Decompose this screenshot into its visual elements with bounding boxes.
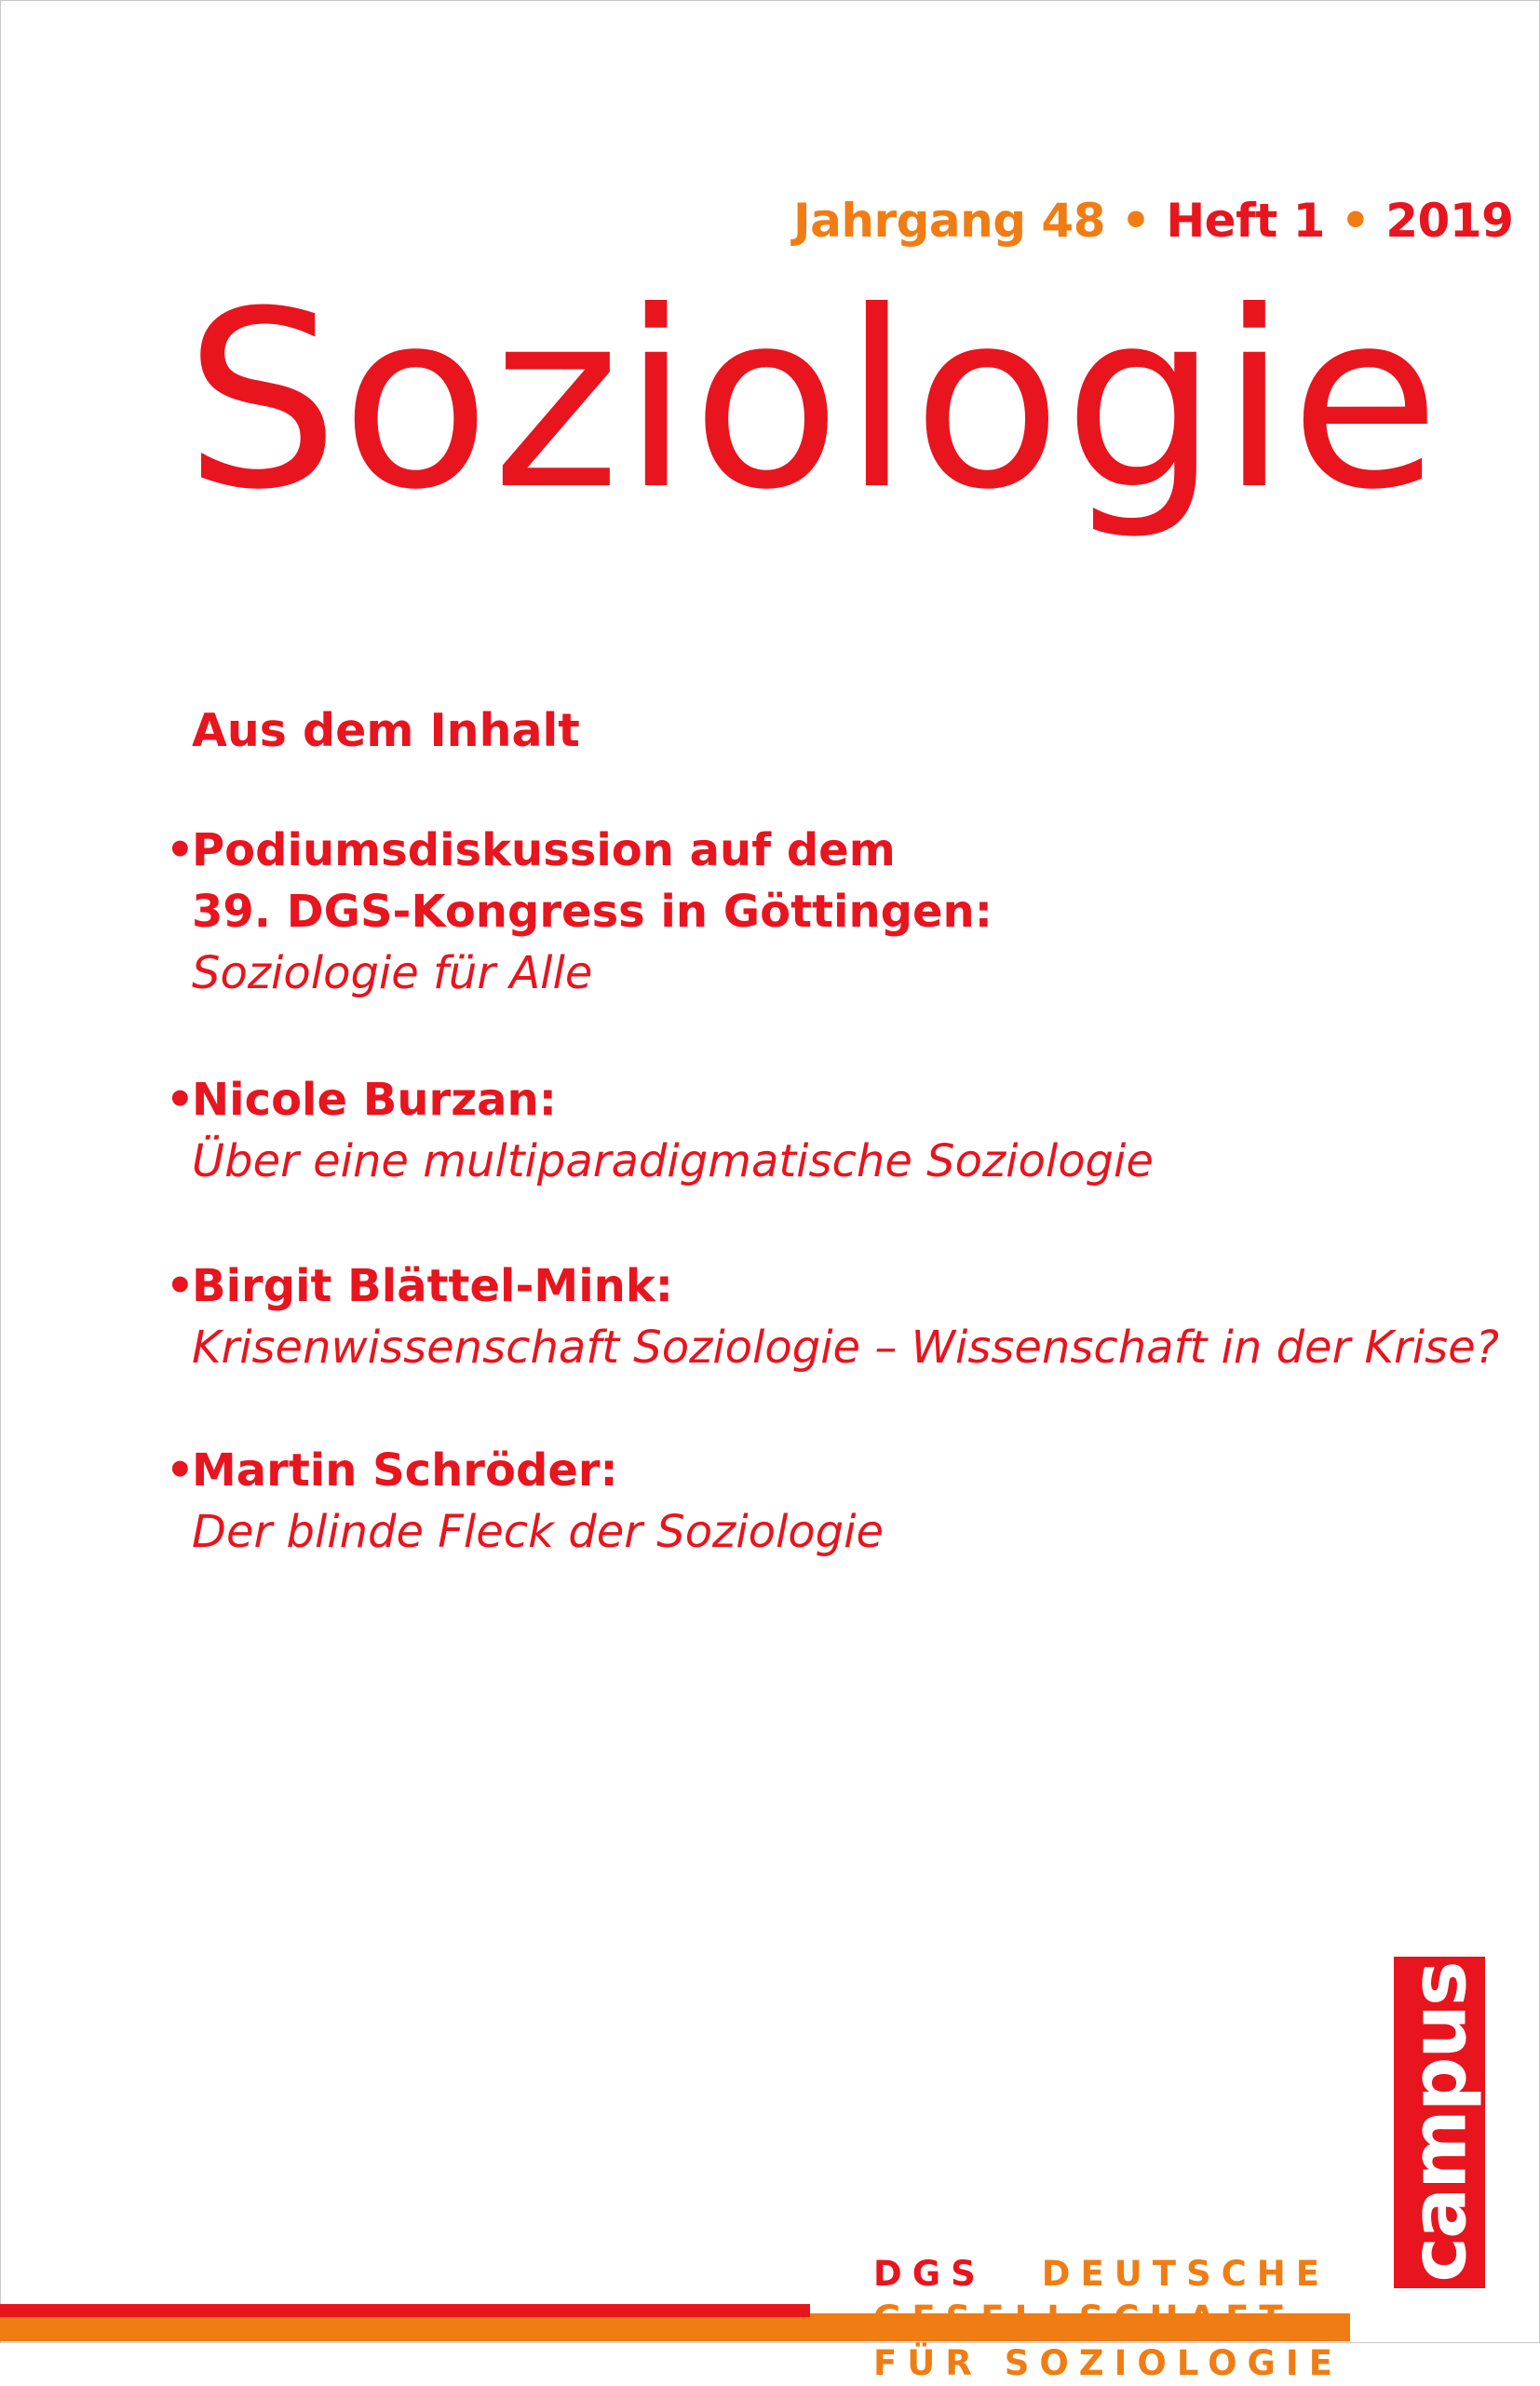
campus-publisher-logo xyxy=(1394,1957,1485,2288)
contents-heading: Aus dem Inhalt xyxy=(192,704,580,757)
bullet: • xyxy=(166,824,195,876)
article-subtitle: Soziologie für Alle xyxy=(192,947,593,999)
article-item xyxy=(166,1440,884,1563)
bottom-red-bar xyxy=(0,2304,810,2317)
article-author: Nicole Burzan: xyxy=(192,1074,557,1126)
article-subtitle: Krisenwissenschaft Soziologie – Wissenschaft in der Krise? xyxy=(192,1322,1500,1374)
bullet: • xyxy=(166,1444,195,1497)
society-name-line1: DEUTSCHE xyxy=(1041,2254,1331,2294)
bottom-orange-bar xyxy=(0,2313,1350,2341)
journal-title: Soziologie xyxy=(184,259,1442,543)
society-abbr: DGS xyxy=(873,2254,986,2294)
year: 2019 xyxy=(1385,194,1514,248)
issue-line xyxy=(793,194,1513,248)
publisher-name: campus xyxy=(1395,1962,1484,2283)
article-item xyxy=(166,820,993,1004)
article-author: Birgit Blättel-Mink: xyxy=(192,1260,673,1312)
article-item xyxy=(166,1255,1499,1378)
article-author: Martin Schröder: xyxy=(192,1444,618,1497)
bullet: • xyxy=(166,1074,195,1126)
bullet: • xyxy=(166,1260,195,1312)
article-heading: Podiumsdiskussion auf dem xyxy=(192,824,896,876)
volume: Jahrgang 48 xyxy=(793,194,1106,248)
article-subtitle: Der blinde Fleck der Soziologie xyxy=(192,1506,884,1558)
separator: • xyxy=(1120,194,1151,248)
separator: • xyxy=(1340,194,1371,248)
issue-number: Heft 1 xyxy=(1166,194,1325,248)
society-name-line3: FÜR SOZIOLOGIE xyxy=(873,2343,1343,2383)
article-item xyxy=(166,1069,1154,1192)
article-subtitle: Über eine multiparadigmatische Soziologie xyxy=(192,1135,1154,1187)
article-heading: 39. DGS-Kongress in Göttingen: xyxy=(192,886,993,938)
